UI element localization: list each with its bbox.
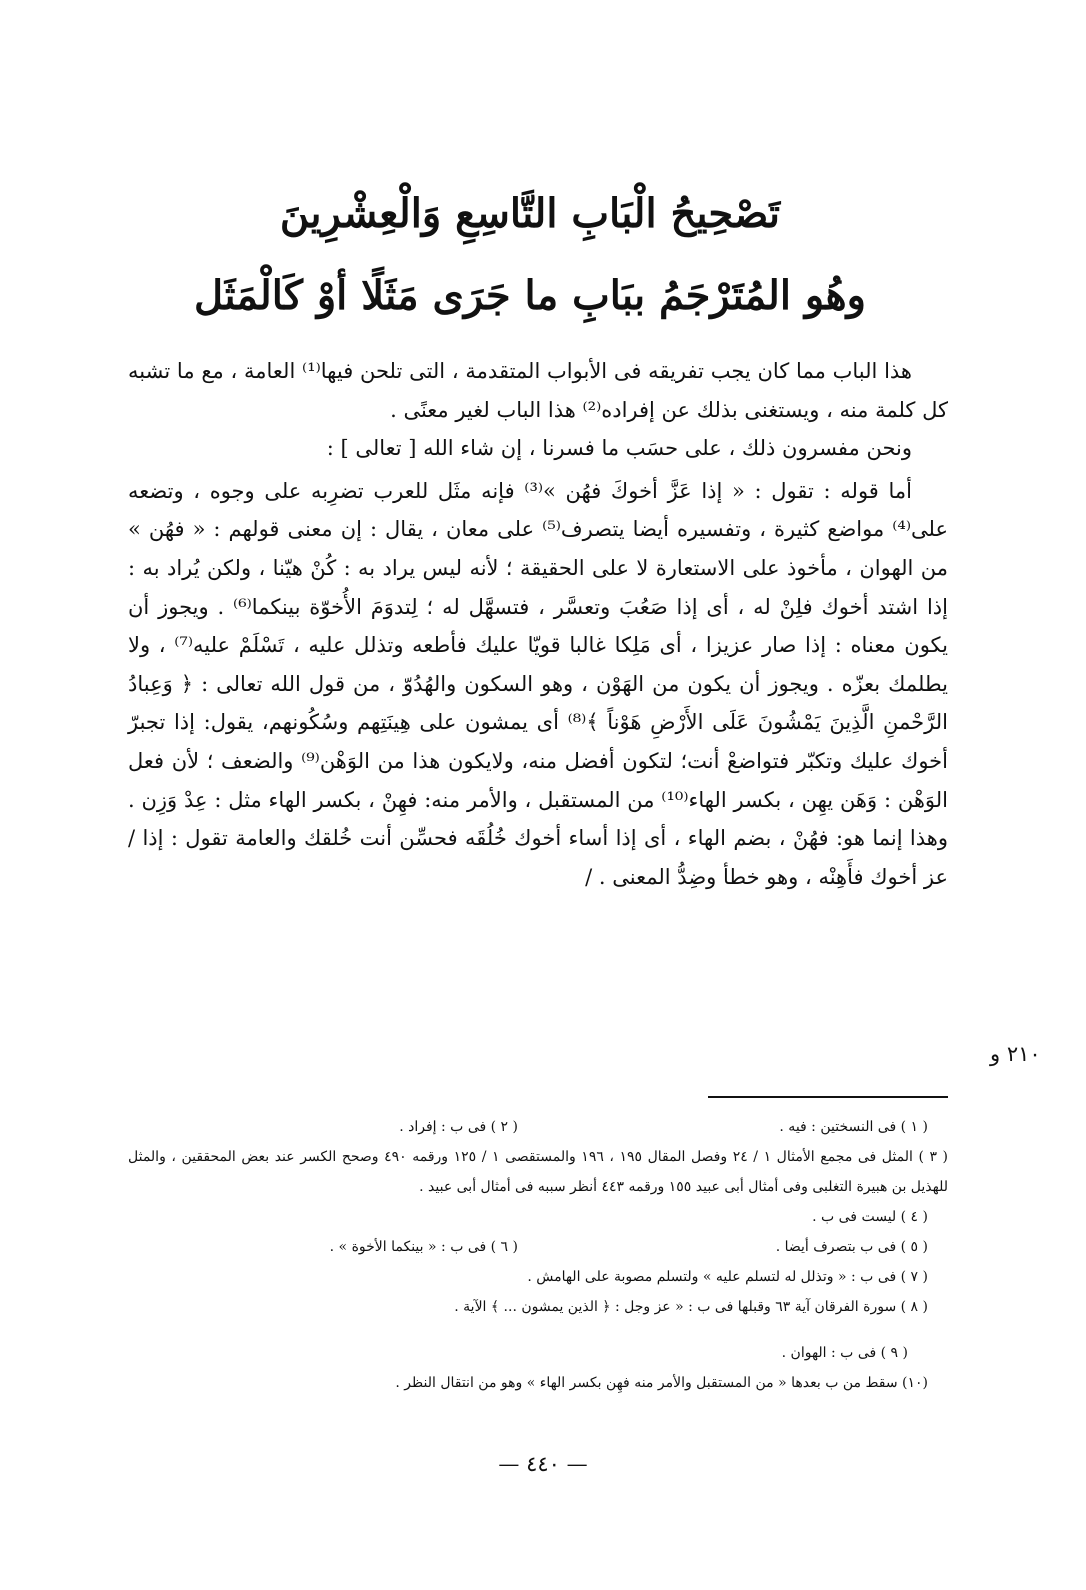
footnote-10: (١٠) سقط من ب بعدها « من المستقبل والأمر منه فهِن بكسر الهاء » وهو من انتقال النظر . bbox=[395, 1375, 928, 1391]
footnotes bbox=[128, 1112, 948, 1398]
footnote-3: ( ٣ ) المثل فى مجمع الأمثال ١ / ٢٤ وفصل المقال ١٩٥ ، ١٩٦ والمستقصى ١ / ١٢٥ ورقمه ٤٩٠ وصحح الكسر عند بعض المحققين ، والمثل للهذيل بن هبيرة التغلبى وفى أمثال أبى عبيد ١٥٥ ورقمه ٤٤٣ أنظر سببه فى أمثال أبى عبيد . bbox=[128, 1149, 949, 1195]
footnote-gap bbox=[128, 1322, 948, 1338]
paragraph-intro: هذا الباب مما كان يجب تفريقه فى الأبواب المتقدمة ، التى تلحن فيها⁽¹⁾ العامة ، مع ما تشبه كل كلمة منه ، ويستغنى بذلك عن إفراده⁽²⁾ هذا الباب لغير معنًى . bbox=[128, 359, 948, 422]
chapter-title-line-2: وهُو المُتَرْجَمُ ببَابِ ما جَرَى مَثَلًا أوْ كَالْمَثَل bbox=[194, 272, 866, 319]
paragraph-transition: ونحن مفسرون ذلك ، على حسَب ما فسرنا ، إن شاء الله [ تعالى ] : bbox=[326, 436, 912, 461]
footnote-8: ( ٨ ) سورة الفرقان آية ٦٣ وقبلها فى ب : « عز وجل : ﴿ الذين يمشون ... ﴾ الآية . bbox=[454, 1299, 928, 1315]
chapter-title-line-1: تَصْحِيحُ الْبَابِ التَّاسِعِ وَالْعِشْرِينَ bbox=[279, 190, 781, 237]
footnote-row bbox=[128, 1112, 948, 1142]
footnote-6: ( ٦ ) فى ب : « بينكما الأخوة » . bbox=[329, 1239, 518, 1255]
footnote-separator bbox=[708, 1096, 948, 1098]
manuscript-folio-marker: ٢١٠ و bbox=[990, 1042, 1041, 1066]
footnote-1: ( ١ ) فى النسختين : فيه . bbox=[779, 1119, 928, 1135]
footnote-5: ( ٥ ) فى ب بتصرف أيضا . bbox=[775, 1239, 928, 1255]
footnote-4: ( ٤ ) ليست فى ب . bbox=[812, 1209, 928, 1225]
footnote-7: ( ٧ ) فى ب : « وتذلل له لتسلم عليه » ولتسلم مصوبة على الهامش . bbox=[527, 1269, 928, 1285]
footnote-row bbox=[128, 1232, 948, 1262]
footnote-2: ( ٢ ) فى ب : إفراد . bbox=[399, 1119, 518, 1135]
footnote-9: ( ٩ ) فى ب : الهوان . bbox=[781, 1345, 908, 1361]
main-text bbox=[128, 352, 948, 896]
paragraph-main: أما قوله : تقول : « إذا عَزَّ أخوكَ فهُن »⁽³⁾ فإنه مثَل للعرب تضرِبه على وجوه ، وتضعه على⁽⁴⁾ مواضع كثيرة ، وتفسيره أيضا يتصرف⁽⁵⁾ على معان ، يقال : إن معنى قولهم : « فهُن » من الهوان ، مأخوذ على الاستعارة لا على الحقيقة ؛ لأنه ليس يراد به : كُنْ هيّنا ، ولكن يُراد به : إذا اشتد أخوك فلِنْ له ، أى إذا صَعُبَ وتعسَّر ، فتسهَّل له ؛ لِتدوَمَ الأُخوّة بينكما⁽⁶⁾ . ويجوز أن يكون معناه : إذا صار عزيزا ، أى مَلِكا غالبا قويّا عليك فأطعه وتذلل عليه ، تَسْلَمْ عليه⁽⁷⁾ ، ولا يطلمك بعزّه . ويجوز أن يكون من الهَوْن ، وهو السكون والهُدُوّ ، من قول الله تعالى : ﴿ وَعِبادُ الرَّحْمنِ الَّذِينَ يَمْشُونَ عَلَى الأَرْضِ هَوْناً ﴾⁽⁸⁾ أى يمشون على هِينَتِهم وسُكُونهم، يقول: إذا تجبرّ أخوك عليك وتكبّر فتواضعْ أنت؛ لتكون أفضل منه، ولايكون هذا من الوَهْن⁽⁹⁾ والضعف ؛ لأن فعل الوَهْن : وَهَن يهِن ، بكسر الهاء⁽¹⁰⁾ من المستقبل ، والأمر منه: فهِنْ ، بكسر الهاء مثل : عِدْ وَزِن . وهذا إنما هو: فهُنْ ، بضم الهاء ، أى إذا أساء أخوك خُلُقَه فحسِّن أنت خُلقك والعامة تقول : إذا / عز أخوك فأَهِنْه ، وهو خطأ وضِدُّ المعنى . / bbox=[128, 478, 948, 889]
page-number: — ٤٤٠ — bbox=[498, 1452, 588, 1476]
